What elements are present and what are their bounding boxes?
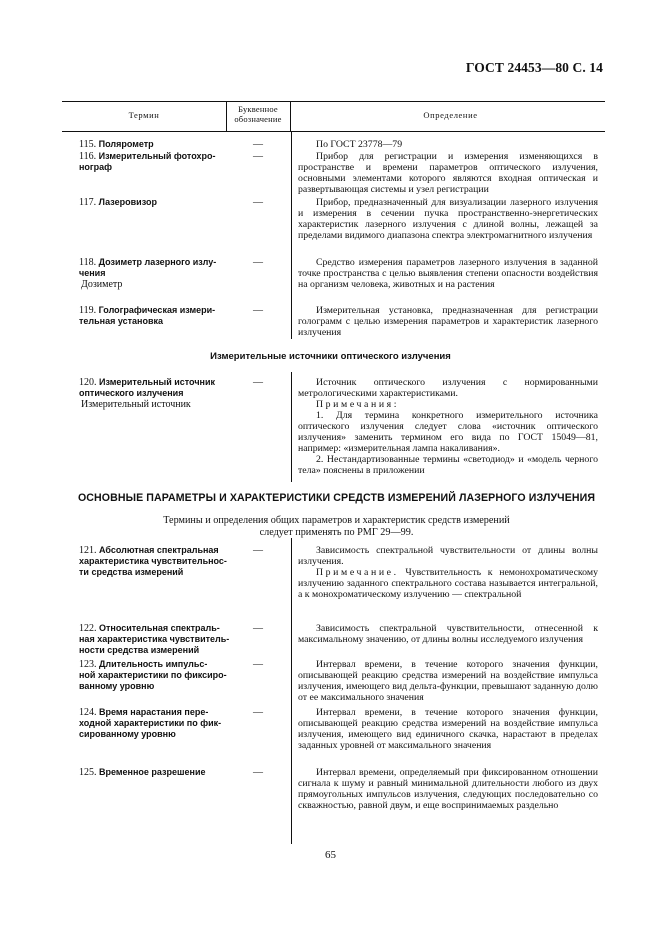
table-top-rule (62, 101, 605, 102)
term-name: Лазеровизор (98, 197, 157, 207)
term-121 (79, 545, 234, 578)
definition-text: Интервал времени, в течение которого значения функции, описывающей реакцию средства измерений на воздействие импульса излучения, имеющего вид дельта-функции, превышают заданную долю от ее максимального значения (298, 659, 598, 703)
definition-125 (298, 767, 598, 811)
term-name-line2: оптического излучения (79, 388, 184, 398)
term-name-line1: Длительность импульс- (99, 659, 208, 669)
term-name-line3: ности средства измерений (79, 645, 200, 655)
definition-text: Измерительная установка, предназначенная для регистрации голограмм с целью измерения параметров и характеристик лазерного излучения (298, 305, 598, 338)
term-number: 117. (79, 197, 97, 208)
term-name-line1: Дозиметр лазерного излу- (98, 257, 217, 267)
definition-115 (298, 139, 598, 150)
term-name-line2: нограф (79, 162, 113, 172)
term-number: 125. (79, 767, 97, 778)
term-number: 123. (79, 659, 97, 670)
note-text: Чувствительность к немонохроматическому излучению заданного спектрального состава называется интегральной, а к монохроматическому излучению — спектральной (298, 567, 598, 600)
column-header-abbr (226, 104, 290, 124)
running-header: ГОСТ 24453—80 С. 14 (465, 60, 603, 75)
definition-text: Интервал времени, определяемый при фиксированном отношении сигнала к шуму и равный минимальной длительности любого из двух прямоугольных импульсов излучения, следующих последовательно со скважностью, равной двум, и еще воспринимаемых раздельно (298, 767, 598, 811)
definition-116 (298, 151, 598, 195)
note-1: 1. Для термина конкретного измерительного источника оптического излучения следует слова «источник оптического излучения» заменить термином его вида по ГОСТ 15049—81, например: «измерительная лампа накаливания». (298, 410, 598, 454)
column-header-term: Термин (128, 110, 160, 120)
term-120 (79, 377, 234, 410)
term-name: Временное разрешение (99, 767, 206, 777)
term-116 (79, 151, 234, 173)
abbr-125: — (253, 767, 263, 778)
term-name-line1: Абсолютная спектральная (99, 545, 219, 555)
definition-text: Прибор, предназначенный для визуализации лазерного излучения и измерения в сечении пучка пространственно-энергетических характеристик лазерного излучения с длиной волны, лежащей за пределами видимого диапазона спектра электромагнитного излучения (298, 197, 598, 241)
abbr-121: — (253, 545, 263, 556)
abbr-124: — (253, 707, 263, 718)
term-122 (79, 623, 234, 656)
term-name-line1: Время нарастания пере- (99, 707, 209, 717)
term-number: 122. (79, 623, 97, 634)
abbr-118: — (253, 257, 263, 268)
term-name-line2: ная характеристика чувствитель- (79, 634, 230, 644)
definition-rule-1 (291, 131, 292, 339)
term-synonym: Дозиметр (81, 279, 123, 290)
term-name-line1: Измерительный фотохро- (98, 151, 216, 161)
intro-line-2: следует применять по РМГ 29—99. (259, 527, 414, 538)
column-header-abbr-line1: Буквенное (238, 104, 278, 114)
term-123 (79, 659, 234, 692)
definition-rule-3 (291, 538, 292, 844)
note-2: 2. Нестандартизованные термины «светодиод» и «модель черного тела» пояснены в приложении (298, 454, 598, 476)
column-header-definition: Определение (423, 110, 478, 120)
definition-124 (298, 707, 598, 751)
section-heading-sources: Измерительные источники оптического излучения (210, 351, 451, 362)
term-115 (79, 139, 234, 150)
abbr-119: — (253, 305, 263, 316)
definition-text: Интервал времени, в течение которого значения функции, описывающей реакцию средства измерений на воздействие импульса излучения, имеющего вид единичного скачка, нарастают в пределах заданных уровней от максимального значения (298, 707, 598, 751)
term-number: 120. (79, 377, 97, 388)
term-name: Полярометр (98, 139, 154, 149)
definition-121 (298, 545, 598, 600)
definition-117 (298, 197, 598, 241)
definition-text: По ГОСТ 23778—79 (316, 139, 403, 150)
definition-rule-2 (291, 372, 292, 482)
term-name-line2: тельная установка (79, 316, 164, 326)
term-name-line1: Измерительный источник (99, 377, 216, 387)
term-117 (79, 197, 234, 208)
term-name-line2: ной характеристики по фиксиро- (79, 670, 227, 680)
definition-118 (298, 257, 598, 290)
term-number: 115. (79, 139, 97, 150)
note-label: Примечание. (316, 567, 399, 578)
table-header-rule (62, 131, 605, 132)
term-number: 121. (79, 545, 97, 556)
notes-label: Примечания: (316, 399, 400, 410)
term-number: 116. (79, 151, 97, 162)
term-124 (79, 707, 234, 740)
abbr-115: — (253, 139, 263, 150)
term-118 (79, 257, 234, 290)
definition-122 (298, 623, 598, 645)
term-name-line3: ти средства измерений (79, 567, 184, 577)
term-name-line3: ванному уровню (79, 681, 155, 691)
term-125 (79, 767, 234, 778)
page-number: 65 (325, 849, 336, 861)
term-name-line3: сированному уровню (79, 729, 176, 739)
term-number: 124. (79, 707, 97, 718)
section-intro (62, 515, 611, 539)
definition-123 (298, 659, 598, 703)
term-synonym: Измерительный источник (81, 399, 191, 410)
abbr-120: — (253, 377, 263, 388)
term-number: 118. (79, 257, 97, 268)
term-name-line2: чения (79, 268, 106, 278)
definition-text: Прибор для регистрации и измерения изменяющихся в пространстве и времени параметров оптического излучения, основными элементами которого являются входная оптическая и развертывающая системы и узел регистрации (298, 151, 598, 195)
abbr-122: — (253, 623, 263, 634)
term-name-line2: характеристика чувствительнос- (79, 556, 227, 566)
abbr-123: — (253, 659, 263, 670)
term-name-line1: Относительная спектраль- (99, 623, 220, 633)
term-name-line2: ходной характеристики по фик- (79, 718, 222, 728)
definition-text: Средство измерения параметров лазерного излучения в заданной точке пространства с целью выявления степени опасности воздействия на организм человека, животных и на растения (298, 257, 598, 290)
definition-120 (298, 377, 598, 476)
abbr-117: — (253, 197, 263, 208)
term-number: 119. (79, 305, 97, 316)
term-name-line1: Голографическая измери- (98, 305, 216, 315)
definition-text: Источник оптического излучения с нормированными метрологическими характеристиками. (298, 377, 598, 399)
definition-text: Зависимость спектральной чувствительности, отнесенной к максимальному значению, от длины волны исследуемого излучения (298, 623, 598, 645)
section-heading-parameters: ОСНОВНЫЕ ПАРАМЕТРЫ И ХАРАКТЕРИСТИКИ СРЕДСТВ ИЗМЕРЕНИЙ ЛАЗЕРНОГО ИЗЛУЧЕНИЯ (77, 492, 596, 504)
definition-119 (298, 305, 598, 338)
definition-text: Зависимость спектральной чувствительности от длины волны излучения. (298, 545, 598, 567)
abbr-116: — (253, 151, 263, 162)
intro-line-1: Термины и определения общих параметров и характеристик средств измерений (163, 515, 510, 526)
column-header-abbr-line2: обозначение (234, 114, 282, 124)
term-119 (79, 305, 234, 327)
